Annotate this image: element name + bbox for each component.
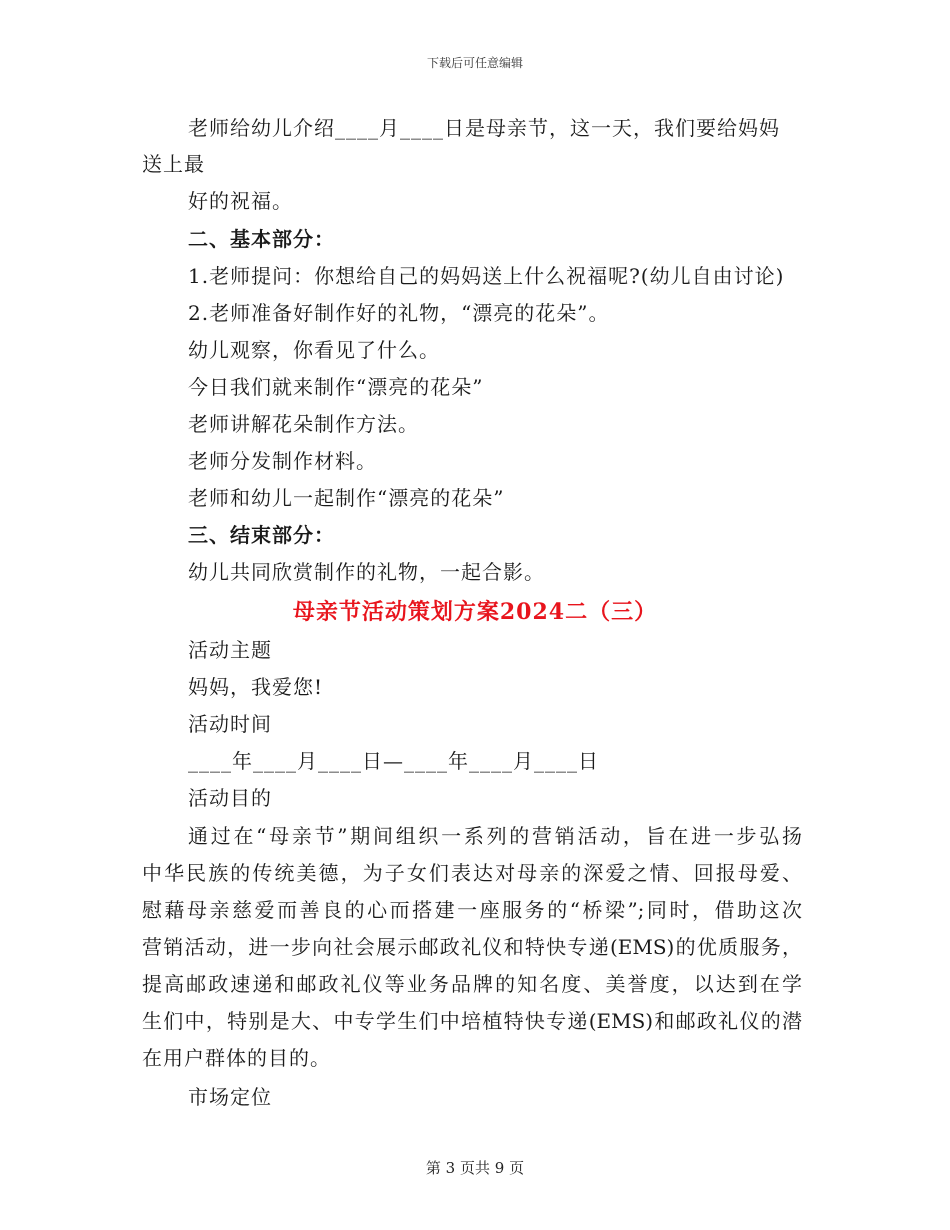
goal-paragraph-line: 营销活动，进一步向社会展示邮政礼仪和特快专递(EMS)的优质服务， <box>142 935 802 959</box>
theme-value: 妈妈，我爱您! <box>188 675 324 699</box>
time-value: ____年____月____日—____年____月____日 <box>188 749 599 773</box>
basic-item: 老师和幼儿一起制作“漂亮的花朵” <box>188 486 505 510</box>
basic-item: 幼儿观察，你看见了什么。 <box>188 338 440 362</box>
goal-label: 活动目的 <box>188 786 272 810</box>
goal-paragraph-line: 通过在“母亲节”期间组织一系列的营销活动，旨在进一步弘扬 <box>188 824 802 848</box>
goal-paragraph-line: 提高邮政速递和邮政礼仪等业务品牌的知名度、美誉度，以达到在学 <box>142 972 802 996</box>
basic-item: 2.老师准备好制作好的礼物，“漂亮的花朵”。 <box>188 301 610 325</box>
section-heading-ending: 三、结束部分： <box>188 523 335 547</box>
goal-paragraph-line: 慰藉母亲慈爱而善良的心而搭建一座服务的“桥梁”;同时，借助这次 <box>142 898 802 922</box>
basic-item: 今日我们就来制作“漂亮的花朵” <box>188 375 484 399</box>
page-footer: 第 3 页共 9 页 <box>425 1159 525 1177</box>
ending-text: 幼儿共同欣赏制作的礼物，一起合影。 <box>188 560 545 584</box>
theme-label: 活动主题 <box>188 638 272 662</box>
plan-title: 母亲节活动策划方案2024二（三） <box>292 599 658 625</box>
basic-item: 1.老师提问：你想给自己的妈妈送上什么祝福呢?(幼儿自由讨论) <box>188 264 785 288</box>
goal-paragraph-line-last: 在用户群体的目的。 <box>142 1046 331 1070</box>
intro-line-1: 老师给幼儿介绍____月____日是母亲节，这一天，我们要给妈妈 <box>188 116 780 140</box>
intro-line-2: 送上最 <box>142 152 205 176</box>
basic-item: 老师分发制作材料。 <box>188 449 377 473</box>
intro-line-3: 好的祝福。 <box>188 189 293 213</box>
time-label: 活动时间 <box>188 712 272 736</box>
goal-paragraph-line: 中华民族的传统美德，为子女们表达对母亲的深爱之情、回报母爱、 <box>142 861 802 885</box>
market-label: 市场定位 <box>188 1085 272 1109</box>
goal-paragraph-line: 生们中，特别是大、中专学生们中培植特快专递(EMS)和邮政礼仪的潜 <box>142 1009 802 1033</box>
basic-item: 老师讲解花朵制作方法。 <box>188 412 419 436</box>
section-heading-basic: 二、基本部分： <box>188 227 335 251</box>
page-header-note: 下载后可任意编辑 <box>426 56 523 70</box>
